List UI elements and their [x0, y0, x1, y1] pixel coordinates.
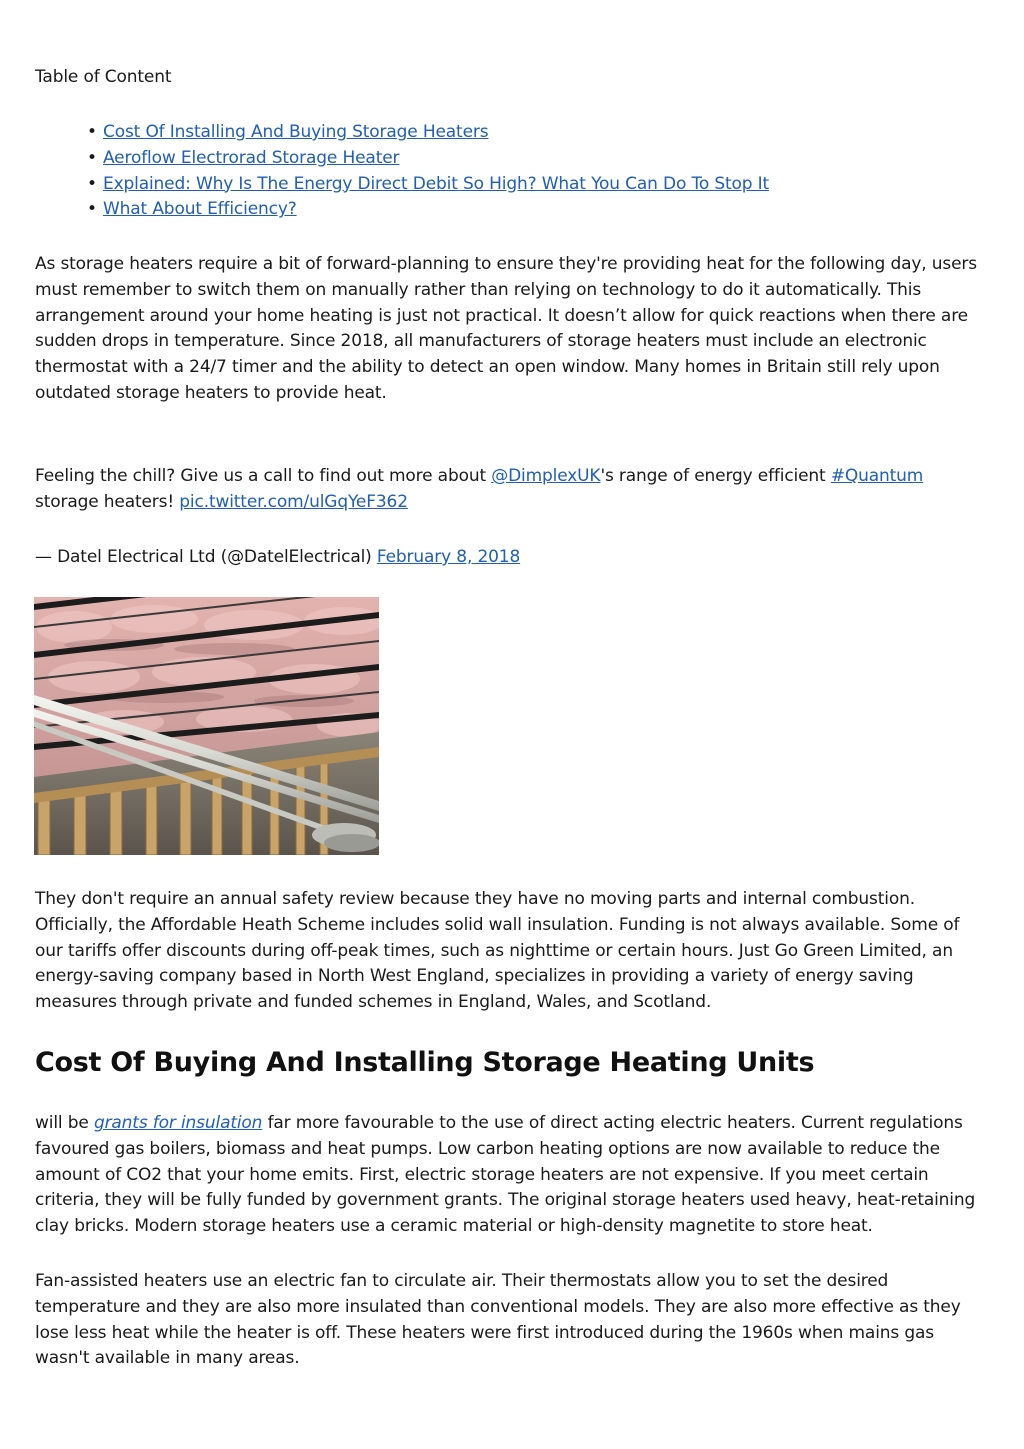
toc-link-efficiency[interactable]: What About Efficiency? — [103, 199, 297, 220]
toc-link-direct-debit[interactable]: Explained: Why Is The Energy Direct Debit So High? What You Can Do To Stop It — [103, 173, 770, 194]
embedded-tweet-text — [35, 464, 990, 516]
insulation-photo — [34, 597, 379, 855]
paragraph-safety-review: They don't require an annual safety review because they have no moving parts and internal combustion. Officially, the Affordable Heath Scheme includes solid wall insulation. Funding is not always available. Some of our tariffs offer discounts during off-peak times, such as nighttime or certain hours. Just Go Green Limited, an energy-saving company based in North West England, specializes in providing a variety of energy saving measures through private and funded schemes in England, Wales, and Scotland. — [35, 889, 960, 1013]
toc-item — [84, 120, 769, 146]
tweet-text-part: 's range of energy efficient — [600, 466, 831, 486]
toc-item — [84, 197, 769, 223]
tweet-text-part: Feeling the chill? Give us a call to find out more about — [35, 466, 492, 486]
tweet-author: — Datel Electrical Ltd (@DatelElectrical) — [35, 547, 377, 567]
toc-link-cost[interactable]: Cost Of Installing And Buying Storage Heaters — [103, 122, 489, 142]
paragraph-text: will be — [35, 1113, 94, 1133]
toc-link-aeroflow[interactable]: Aeroflow Electrorad Storage Heater — [103, 147, 400, 168]
tweet-pic-link[interactable]: pic.twitter.com/ulGqYeF362 — [179, 491, 408, 512]
tweet-attribution — [35, 545, 990, 571]
table-of-contents — [84, 120, 769, 223]
grants-for-insulation-link[interactable]: grants for insulation — [93, 1113, 263, 1133]
tweet-text-part: storage heaters! — [35, 491, 180, 512]
paragraph-text: far more favourable to the use of direct acting electric heaters. Current regulations favoured gas boilers, biomass and heat pumps. Low carbon heating options are now available to reduce the amount of CO2 that your home emits. First, electric storage heaters are not expensive. If you meet certain criteria, they will be fully funded by government grants. The original storage heaters used heavy, heat-retaining clay bricks. Modern storage heaters use a ceramic material or high-density magnetite to store heat. — [35, 1113, 976, 1237]
toc-item — [84, 172, 769, 198]
section-heading: Cost Of Buying And Installing Storage Heating Units — [35, 1047, 815, 1078]
paragraph-forward-planning: As storage heaters require a bit of forward-planning to ensure they're providing heat for the following day, users must remember to switch them on manually rather than relying on technology to do it automatically. This arrangement around your home heating is just not practical. It doesn’t allow for quick reactions when there are sudden drops in temperature. Since 2018, all manufacturers of storage heaters must include an electronic thermostat with a 24/7 timer and the ability to detect an open window. Many homes in Britain still rely upon outdated storage heaters to provide heat. — [35, 254, 977, 403]
paragraph-fan-assisted: Fan-assisted heaters use an electric fan to circulate air. Their thermostats allow you to set the desired temperature and they are also more insulated than conventional models. They are also more effective as they lose less heat while the heater is off. These heaters were first introduced during the 1960s when mains gas wasn't available in many areas. — [35, 1271, 961, 1369]
toc-title: Table of Content — [35, 67, 172, 87]
tweet-date-link[interactable]: February 8, 2018 — [376, 547, 521, 567]
toc-item — [84, 146, 769, 172]
tweet-hashtag-link[interactable]: #Quantum — [830, 466, 924, 486]
tweet-mention-link[interactable]: @DimplexUK — [491, 466, 601, 486]
paragraph-grants — [35, 1111, 990, 1240]
